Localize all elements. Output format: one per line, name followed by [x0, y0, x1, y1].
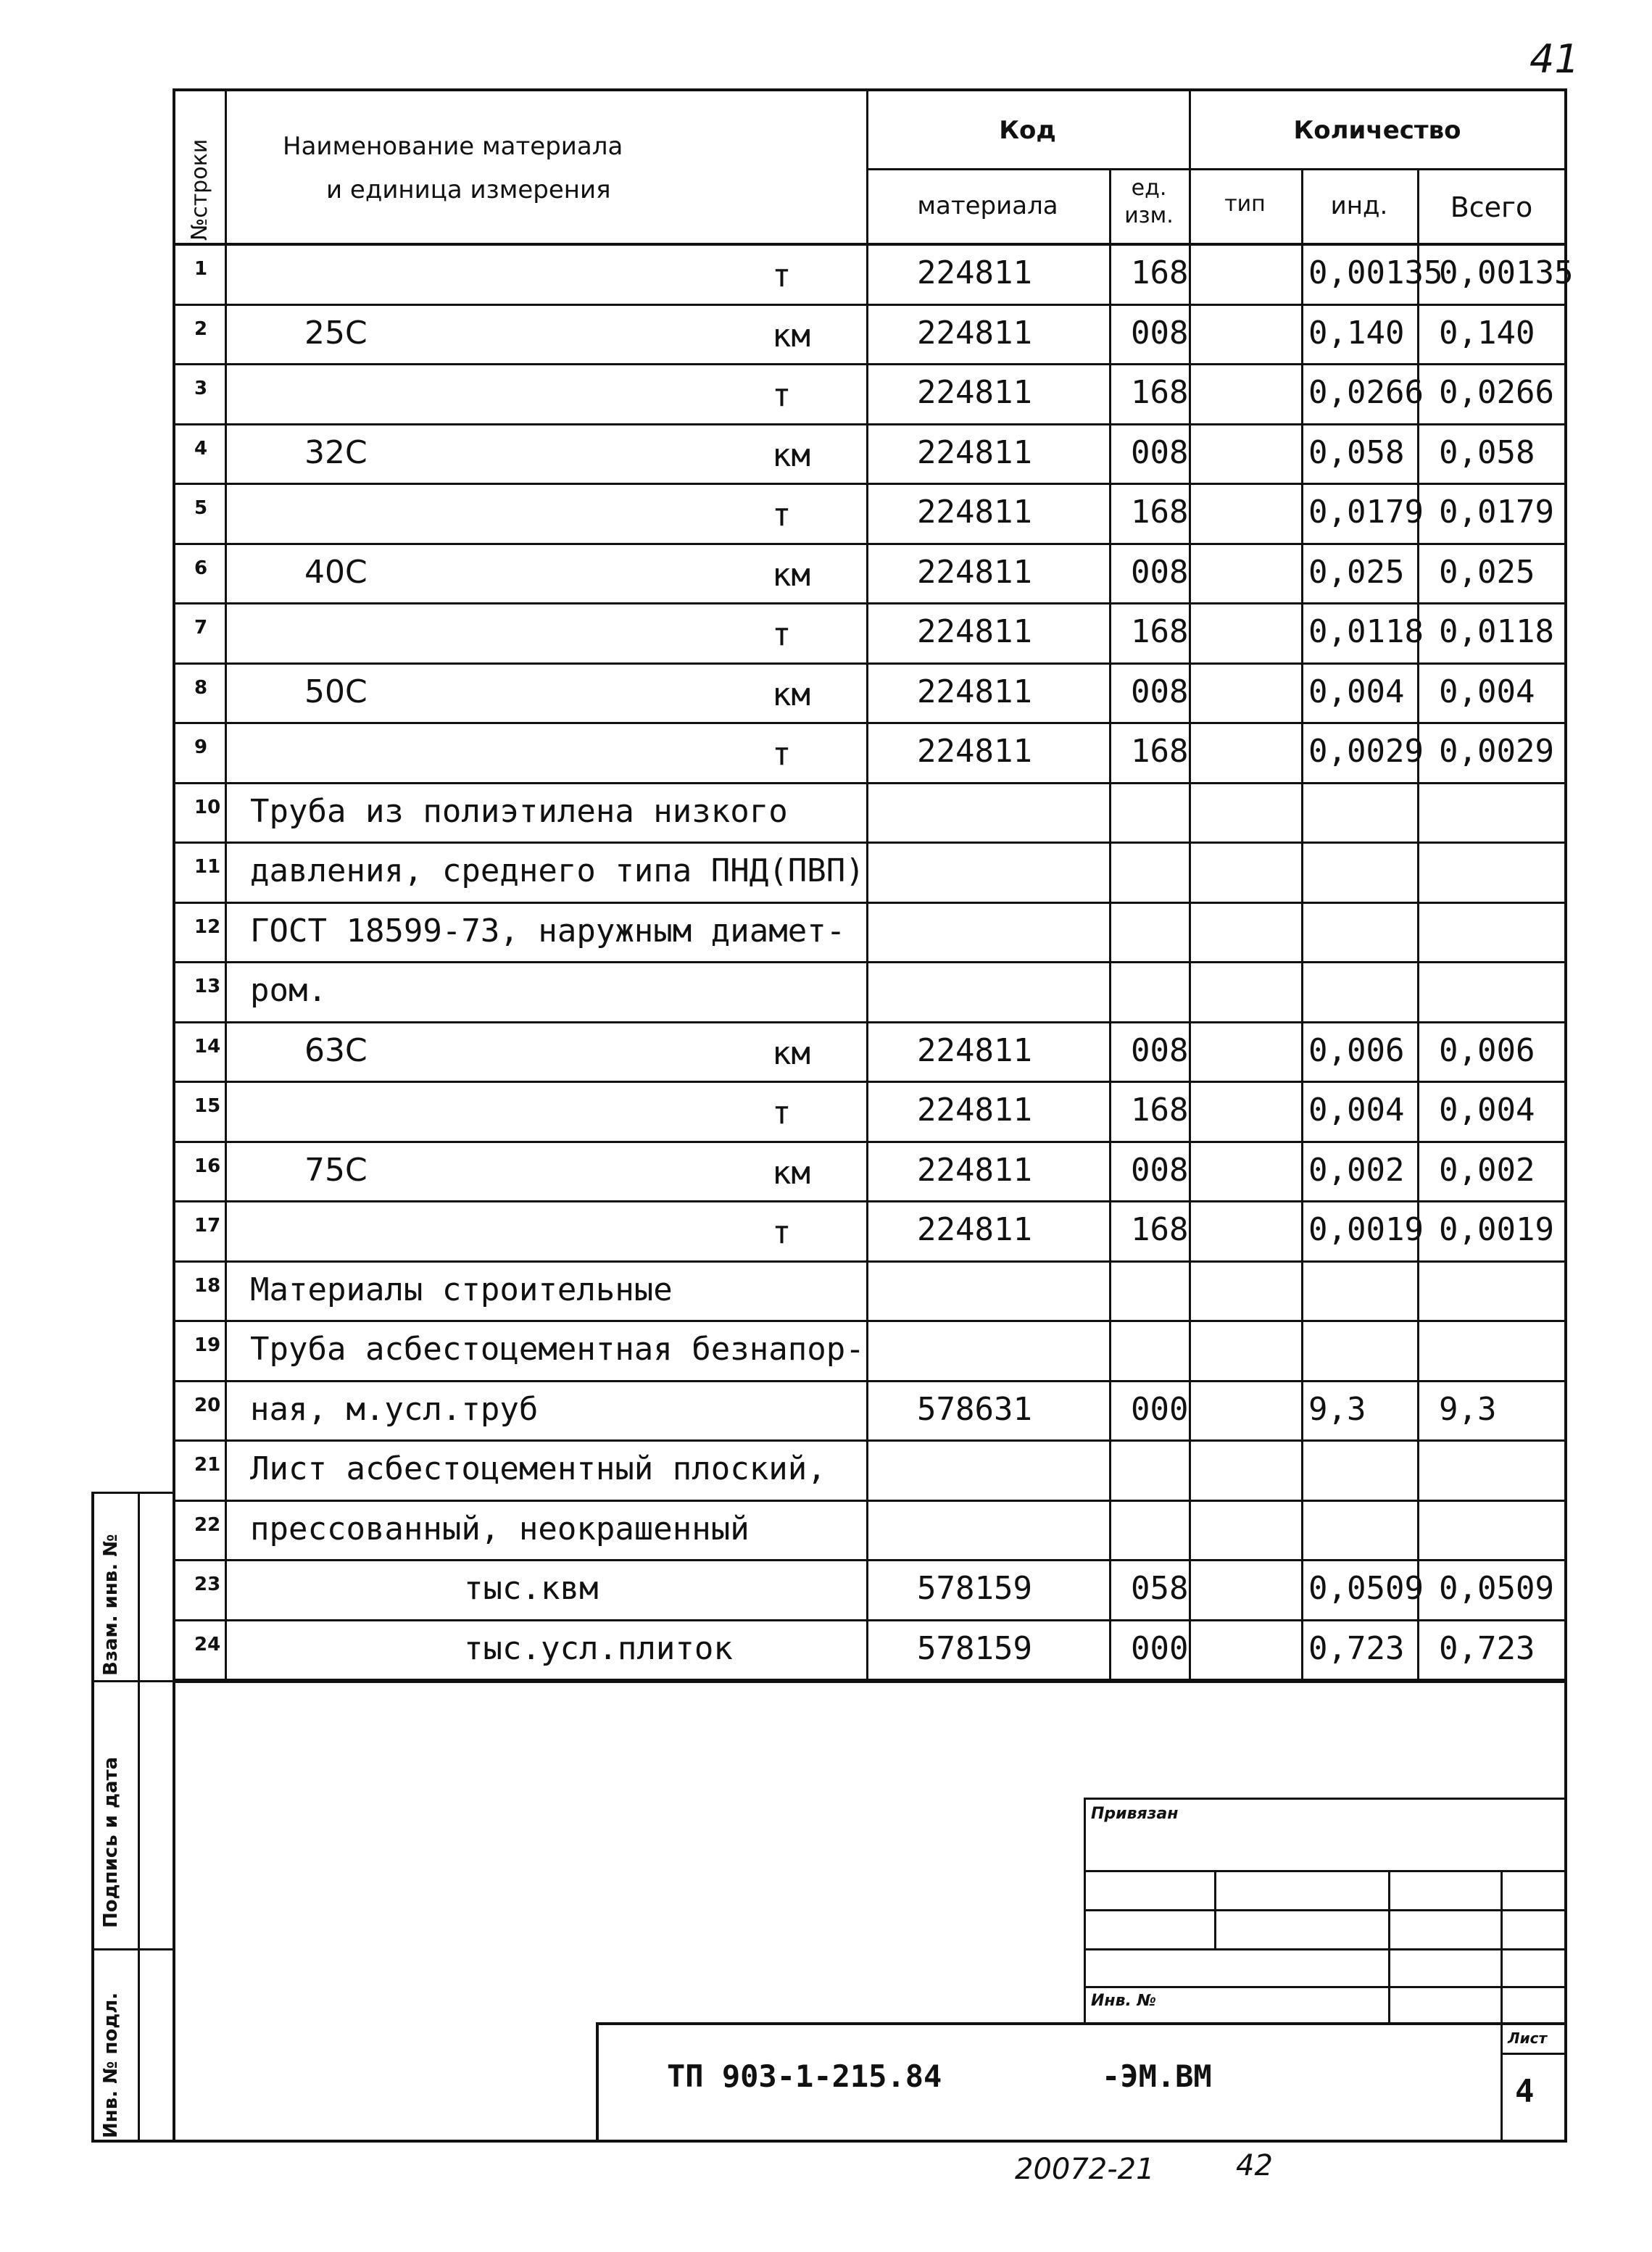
row-ind: 0,00135 [1308, 254, 1443, 291]
row-number: 17 [194, 1215, 221, 1237]
archive-number: 20072-21 [1015, 2153, 1155, 2186]
row-name: 63С [304, 1031, 368, 1069]
row-code: 224811 [917, 1151, 1032, 1189]
code-header: Код [999, 116, 1056, 145]
row-total: 9,3 [1439, 1390, 1497, 1428]
row-unit: км [772, 317, 810, 354]
row-total: 0,004 [1439, 1092, 1535, 1129]
row-code: 224811 [917, 1211, 1032, 1248]
page-number: 41 [1529, 36, 1580, 82]
name-header-line1: Наименование материала [283, 132, 623, 161]
row-unit: т [772, 257, 792, 294]
row-unit: км [772, 1034, 810, 1072]
row-uc: 058 [1131, 1570, 1189, 1607]
row-name: Труба из полиэтилена низкого [250, 792, 788, 830]
row-name: Лист асбестоцементный плоский, [250, 1450, 826, 1487]
row-ind: 0,140 [1308, 314, 1405, 352]
row-total: 0,0266 [1439, 374, 1554, 411]
row-total: 0,140 [1439, 314, 1535, 352]
row-total: 0,025 [1439, 553, 1535, 591]
row-ind: 0,004 [1308, 1092, 1405, 1129]
sheet-number: 4 [1515, 2073, 1535, 2110]
row-total: 0,006 [1439, 1031, 1535, 1069]
ind-header: инд. [1330, 191, 1388, 220]
row-code: 224811 [917, 374, 1032, 411]
material-code-header: материала [917, 191, 1058, 220]
row-number: 8 [194, 676, 208, 699]
row-ind: 0,0029 [1308, 733, 1424, 770]
row-number: 3 [194, 378, 208, 399]
row-code: 224811 [917, 1092, 1032, 1129]
row-number: 7 [194, 617, 208, 639]
row-name: прессованный, неокрашенный [250, 1510, 750, 1547]
row-name: 32С [304, 433, 368, 471]
row-number: 9 [194, 736, 208, 758]
row-ind: 0,0509 [1308, 1570, 1424, 1607]
row-number: 5 [194, 497, 208, 519]
row-uc: 008 [1131, 673, 1189, 710]
row-number: 24 [194, 1633, 221, 1655]
total-header: Всего [1450, 191, 1533, 223]
row-name: ром. [250, 972, 327, 1009]
row-ind: 9,3 [1308, 1390, 1366, 1428]
row-uc: 000 [1131, 1390, 1189, 1428]
row-number: 11 [194, 856, 221, 878]
row-unit: км [772, 1154, 810, 1192]
sign-date-label: Подпись и дата [100, 1756, 122, 1928]
row-code: 224811 [917, 494, 1032, 531]
row-total: 0,002 [1439, 1151, 1535, 1189]
row-uc: 168 [1131, 254, 1189, 291]
row-name: ная, м.усл.труб [250, 1390, 539, 1428]
row-code: 578159 [917, 1629, 1032, 1667]
row-uc: 008 [1131, 1031, 1189, 1069]
row-uc: 008 [1131, 553, 1189, 591]
row-name: давления, среднего типа ПНД(ПВП) [250, 852, 865, 889]
doc-suffix: -ЭМ.ВМ [1102, 2058, 1212, 2094]
row-total: 0,00135 [1439, 254, 1574, 291]
sheet-label: Лист [1508, 2029, 1548, 2047]
row-code: 224811 [917, 314, 1032, 352]
row-name: 50С [304, 673, 368, 710]
row-total: 0,0509 [1439, 1570, 1554, 1607]
row-number: 12 [194, 915, 221, 938]
row-number: 13 [194, 976, 221, 997]
row-total: 0,723 [1439, 1629, 1535, 1667]
row-number: 6 [194, 557, 208, 579]
row-divider [173, 1679, 1567, 1681]
row-ind: 0,004 [1308, 673, 1405, 710]
row-unit: км [772, 676, 810, 713]
row-number-header: №строки [187, 138, 212, 241]
inv-no-stamp-label: Инв. № [1091, 1992, 1157, 2010]
row-uc: 008 [1131, 1151, 1189, 1189]
inv-no-label: Инв. № подл. [100, 1992, 122, 2138]
privyazan-label: Привязан [1091, 1805, 1179, 1823]
row-unit: т [772, 616, 792, 653]
row-number: 21 [194, 1454, 221, 1476]
row-code: 224811 [917, 433, 1032, 471]
row-code: 224811 [917, 1031, 1032, 1069]
row-total: 0,058 [1439, 433, 1535, 471]
quantity-header: Количество [1293, 116, 1461, 145]
row-name: Труба асбестоцементная безнапор- [250, 1331, 865, 1368]
type-header: тип [1224, 191, 1266, 217]
row-number: 10 [194, 796, 221, 818]
row-number: 2 [194, 317, 208, 340]
row-number: 20 [194, 1394, 221, 1416]
row-code: 224811 [917, 673, 1032, 710]
row-code: 578631 [917, 1390, 1032, 1428]
row-ind: 0,058 [1308, 433, 1405, 471]
row-number: 14 [194, 1035, 221, 1058]
row-ind: 0,723 [1308, 1629, 1405, 1667]
row-total: 0,0118 [1439, 613, 1554, 650]
row-name: тыс.квм [464, 1570, 599, 1607]
row-uc: 168 [1131, 733, 1189, 770]
row-unit: км [772, 556, 810, 594]
row-uc: 168 [1131, 613, 1189, 650]
row-uc: 168 [1131, 1092, 1189, 1129]
row-number: 18 [194, 1274, 221, 1297]
row-uc: 168 [1131, 494, 1189, 531]
footer-page: 42 [1236, 2149, 1273, 2182]
row-number: 15 [194, 1095, 221, 1117]
row-number: 22 [194, 1513, 221, 1536]
row-name: 75С [304, 1151, 368, 1189]
row-code: 224811 [917, 553, 1032, 591]
row-number: 1 [194, 258, 208, 280]
vzam-inv-label: Взам. инв. № [100, 1534, 122, 1676]
unit-header-line1: ед. [1131, 175, 1167, 201]
row-code: 224811 [917, 613, 1032, 650]
row-ind: 0,0266 [1308, 374, 1424, 411]
row-number: 19 [194, 1334, 221, 1356]
row-unit: т [772, 377, 792, 414]
row-code: 224811 [917, 254, 1032, 291]
row-ind: 0,0179 [1308, 494, 1424, 531]
row-uc: 168 [1131, 1211, 1189, 1248]
row-divider [173, 961, 1567, 963]
row-unit: т [772, 1214, 792, 1251]
row-number: 23 [194, 1574, 221, 1595]
row-unit: т [772, 496, 792, 533]
name-header-line2: и единица измерения [326, 175, 611, 204]
unit-header-line2: изм. [1124, 203, 1174, 228]
row-total: 0,004 [1439, 673, 1535, 710]
row-name: ГОСТ 18599-73, наружным диамет- [250, 912, 846, 950]
row-uc: 008 [1131, 314, 1189, 352]
row-uc: 168 [1131, 374, 1189, 411]
row-name: 25С [304, 314, 368, 352]
row-number: 16 [194, 1155, 221, 1177]
row-uc: 008 [1131, 433, 1189, 471]
row-ind: 0,006 [1308, 1031, 1405, 1069]
row-code: 224811 [917, 733, 1032, 770]
row-unit: т [772, 736, 792, 773]
row-number: 4 [194, 437, 208, 460]
row-ind: 0,002 [1308, 1151, 1405, 1189]
row-total: 0,0019 [1439, 1211, 1554, 1248]
row-name: 40С [304, 553, 368, 591]
row-name: Материалы строительные [250, 1271, 673, 1308]
row-unit: т [772, 1094, 792, 1131]
row-name: тыс.усл.плиток [464, 1629, 733, 1667]
row-ind: 0,025 [1308, 553, 1405, 591]
row-uc: 000 [1131, 1629, 1189, 1667]
row-ind: 0,0118 [1308, 613, 1424, 650]
row-code: 578159 [917, 1570, 1032, 1607]
row-total: 0,0179 [1439, 494, 1554, 531]
row-unit: км [772, 436, 810, 474]
row-ind: 0,0019 [1308, 1211, 1424, 1248]
doc-code: ТП 903-1-215.84 [667, 2058, 942, 2094]
row-total: 0,0029 [1439, 733, 1554, 770]
